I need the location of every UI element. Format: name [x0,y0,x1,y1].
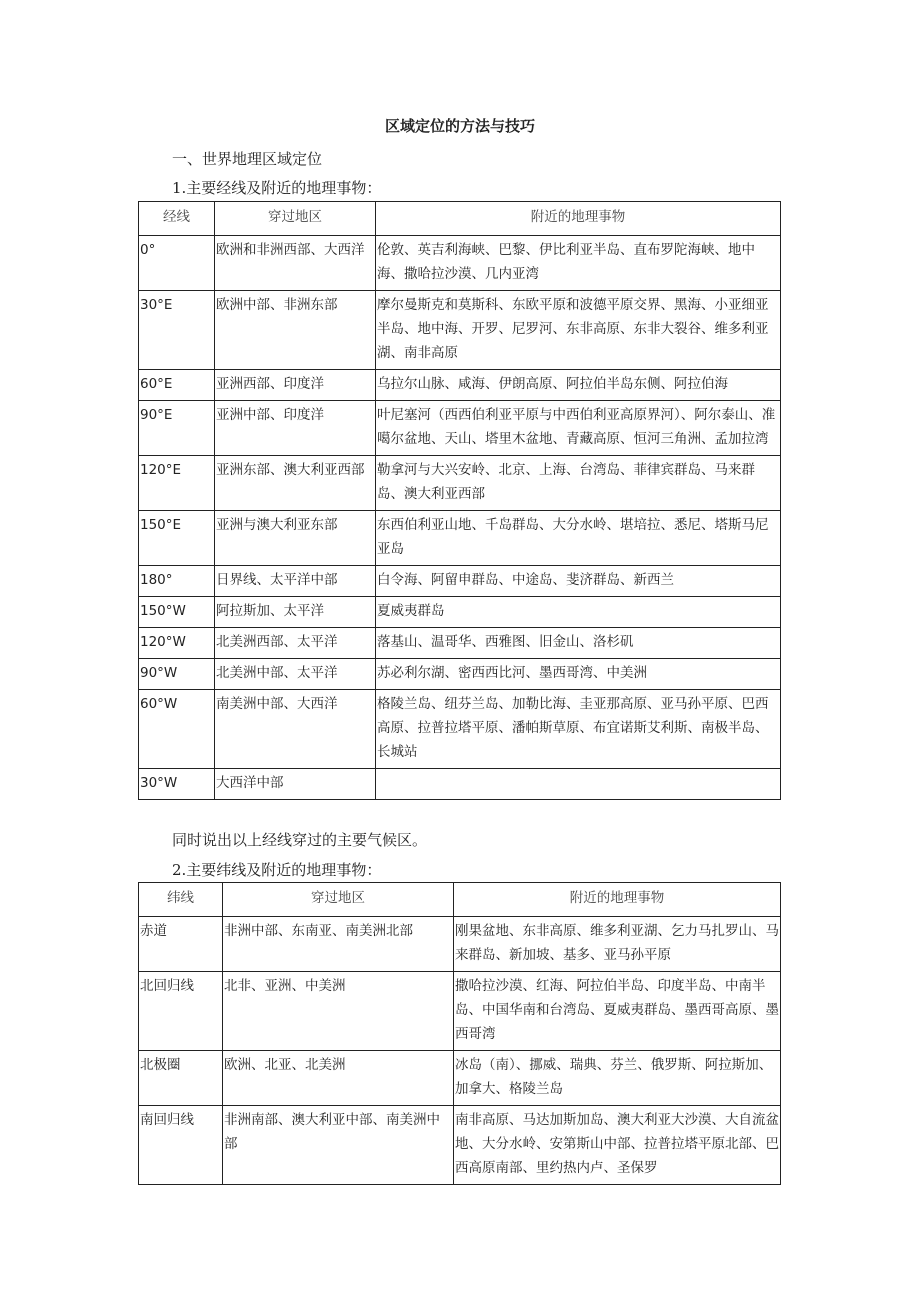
region-cell: 非洲南部、澳大利亚中部、南美洲中部 [223,1106,454,1185]
features-cell: 白令海、阿留申群岛、中途岛、斐济群岛、新西兰 [376,566,781,597]
region-cell: 阿拉斯加、太平洋 [215,597,376,628]
section-heading: 一、世界地理区域定位 [172,150,323,168]
features-cell: 勒拿河与大兴安岭、北京、上海、台湾岛、菲律宾群岛、马来群岛、澳大利亚西部 [376,456,781,511]
latitude-cell: 南回归线 [139,1106,223,1185]
table-row [139,597,781,628]
features-cell: 摩尔曼斯克和莫斯科、东欧平原和波德平原交界、黑海、小亚细亚半岛、地中海、开罗、尼罗河、东非高原、东非大裂谷、维多利亚湖、南非高原 [376,291,781,370]
longitude-cell: 150°E [139,511,215,566]
table-row [139,291,781,370]
table-row [139,690,781,769]
subsection-heading-longitudes: 1.主要经线及附近的地理事物： [172,179,382,197]
features-cell: 冰岛（南）、挪威、瑞典、芬兰、俄罗斯、阿拉斯加、加拿大、格陵兰岛 [454,1051,781,1106]
features-cell: 夏威夷群岛 [376,597,781,628]
table-row [139,511,781,566]
region-cell: 非洲中部、东南亚、南美洲北部 [223,917,454,972]
region-cell: 北非、亚洲、中美洲 [223,972,454,1051]
region-cell: 欧洲和非洲西部、大西洋 [215,236,376,291]
features-cell [376,769,781,800]
table-row [139,401,781,456]
region-cell: 南美洲中部、大西洋 [215,690,376,769]
table-row [139,236,781,291]
longitude-cell: 120°W [139,628,215,659]
table-header-row [139,883,781,917]
region-cell: 日界线、太平洋中部 [215,566,376,597]
longitude-cell: 90°E [139,401,215,456]
column-header: 穿过地区 [215,202,376,236]
column-header: 经线 [139,202,215,236]
features-cell: 南非高原、马达加斯加岛、澳大利亚大沙漠、大自流盆地、大分水岭、安第斯山中部、拉普拉塔平原北部、巴西高原南部、里约热内卢、圣保罗 [454,1106,781,1185]
region-cell: 北美洲西部、太平洋 [215,628,376,659]
longitude-cell: 0° [139,236,215,291]
table-row [139,628,781,659]
latitude-cell: 赤道 [139,917,223,972]
region-cell: 亚洲中部、印度洋 [215,401,376,456]
latitude-cell: 北回归线 [139,972,223,1051]
features-cell: 格陵兰岛、纽芬兰岛、加勒比海、圭亚那高原、亚马孙平原、巴西高原、拉普拉塔平原、潘帕斯草原、布宜诺斯艾利斯、南极半岛、长城站 [376,690,781,769]
features-cell: 叶尼塞河（西西伯利亚平原与中西伯利亚高原界河）、阿尔泰山、准噶尔盆地、天山、塔里木盆地、青藏高原、恒河三角洲、孟加拉湾 [376,401,781,456]
latitude-cell: 北极圈 [139,1051,223,1106]
longitude-cell: 120°E [139,456,215,511]
longitude-cell: 180° [139,566,215,597]
region-cell: 亚洲与澳大利亚东部 [215,511,376,566]
longitude-cell: 90°W [139,659,215,690]
table-row [139,370,781,401]
climate-note: 同时说出以上经线穿过的主要气候区。 [172,831,428,849]
features-cell: 东西伯利亚山地、千岛群岛、大分水岭、堪培拉、悉尼、塔斯马尼亚岛 [376,511,781,566]
features-cell: 苏必利尔湖、密西西比河、墨西哥湾、中美洲 [376,659,781,690]
longitude-table [138,201,781,800]
region-cell: 大西洋中部 [215,769,376,800]
table-row [139,1051,781,1106]
features-cell: 撒哈拉沙漠、红海、阿拉伯半岛、印度半岛、中南半岛、中国华南和台湾岛、夏威夷群岛、墨西哥高原、墨西哥湾 [454,972,781,1051]
column-header: 附近的地理事物 [454,883,781,917]
region-cell: 亚洲东部、澳大利亚西部 [215,456,376,511]
features-cell: 乌拉尔山脉、咸海、伊朗高原、阿拉伯半岛东侧、阿拉伯海 [376,370,781,401]
column-header: 纬线 [139,883,223,917]
region-cell: 亚洲西部、印度洋 [215,370,376,401]
page-title: 区域定位的方法与技巧 [384,117,535,135]
table-row [139,917,781,972]
features-cell: 伦敦、英吉利海峡、巴黎、伊比利亚半岛、直布罗陀海峡、地中海、撒哈拉沙漠、几内亚湾 [376,236,781,291]
region-cell: 欧洲中部、非洲东部 [215,291,376,370]
features-cell: 刚果盆地、东非高原、维多利亚湖、乞力马扎罗山、马来群岛、新加坡、基多、亚马孙平原 [454,917,781,972]
table-row [139,769,781,800]
longitude-cell: 60°E [139,370,215,401]
longitude-cell: 30°W [139,769,215,800]
features-cell: 落基山、温哥华、西雅图、旧金山、洛杉矶 [376,628,781,659]
longitude-cell: 30°E [139,291,215,370]
latitude-table [138,882,781,1185]
table-row [139,659,781,690]
column-header: 穿过地区 [223,883,454,917]
table-header-row [139,202,781,236]
table-row [139,1106,781,1185]
column-header: 附近的地理事物 [376,202,781,236]
table-row [139,972,781,1051]
subsection-heading-latitudes: 2.主要纬线及附近的地理事物： [172,861,382,879]
longitude-cell: 150°W [139,597,215,628]
region-cell: 北美洲中部、太平洋 [215,659,376,690]
region-cell: 欧洲、北亚、北美洲 [223,1051,454,1106]
longitude-cell: 60°W [139,690,215,769]
table-row [139,566,781,597]
table-row [139,456,781,511]
